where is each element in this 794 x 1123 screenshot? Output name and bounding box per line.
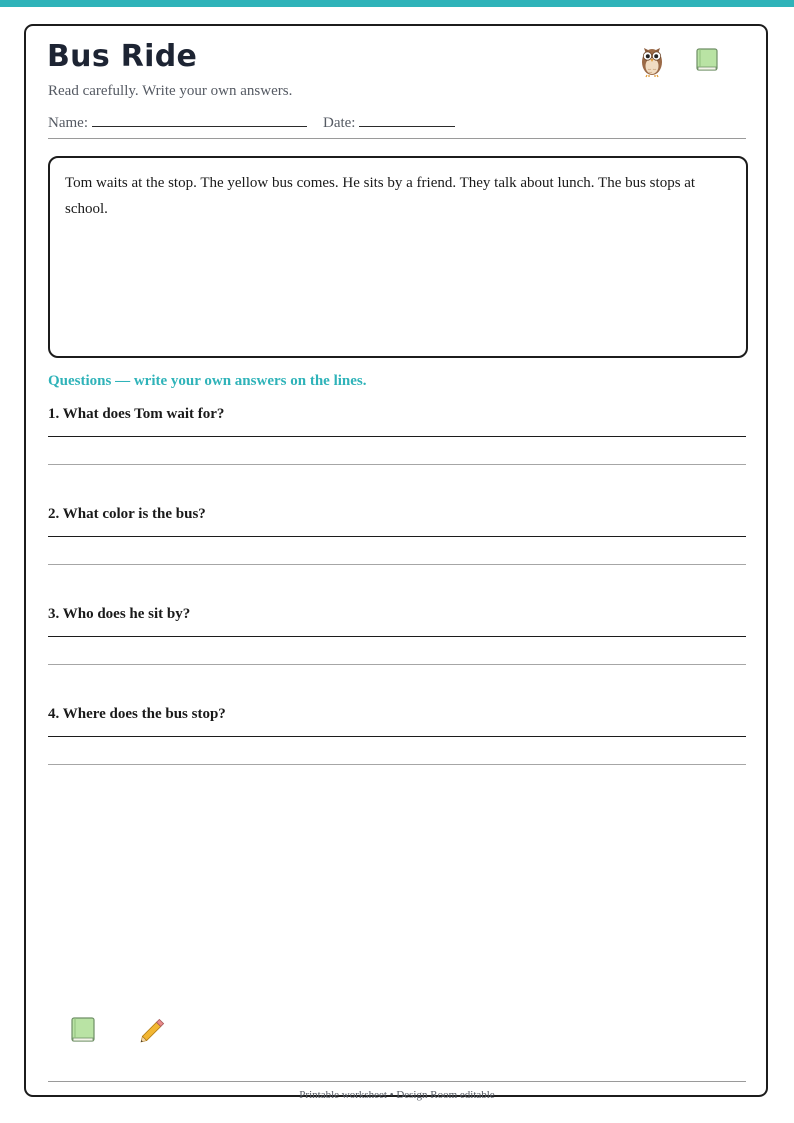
answer-line[interactable]	[48, 536, 746, 537]
question-4	[48, 705, 746, 795]
name-field[interactable]	[92, 112, 307, 127]
question-text: 2. What color is the bus?	[48, 506, 206, 522]
answer-line[interactable]	[48, 764, 746, 765]
name-date-row	[48, 112, 455, 132]
answer-line[interactable]	[48, 564, 746, 565]
answer-line[interactable]	[48, 436, 746, 437]
question-1	[48, 405, 746, 495]
reading-passage-box	[48, 156, 748, 358]
owl-icon	[634, 42, 670, 78]
answer-line[interactable]	[48, 736, 746, 737]
book-icon	[65, 1012, 101, 1048]
question-text: 1. What does Tom wait for?	[48, 406, 225, 422]
header-divider	[48, 138, 746, 139]
worksheet-instructions: Read carefully. Write your own answers.	[48, 83, 293, 99]
date-field[interactable]	[359, 112, 455, 127]
accent-top-bar	[0, 0, 794, 7]
book-icon	[689, 42, 725, 78]
questions-heading: Questions — write your own answers on the lines.	[48, 373, 367, 389]
question-2	[48, 505, 746, 595]
reading-passage: Tom waits at the stop. The yellow bus comes. He sits by a friend. They talk about lunch. The bus stops at school.	[65, 175, 696, 217]
answer-line[interactable]	[48, 636, 746, 637]
date-label: Date:	[322, 115, 356, 131]
footer-divider	[48, 1081, 746, 1082]
answer-line[interactable]	[48, 464, 746, 465]
question-text: 3. Who does he sit by?	[48, 606, 191, 622]
pencil-icon	[135, 1012, 171, 1048]
question-3	[48, 605, 746, 695]
worksheet-title: Bus Ride	[47, 39, 198, 74]
answer-line[interactable]	[48, 664, 746, 665]
question-text: 4. Where does the bus stop?	[48, 706, 226, 722]
footer-note: Printable worksheet • Design Room editable	[299, 1089, 495, 1101]
name-label: Name:	[48, 115, 88, 131]
